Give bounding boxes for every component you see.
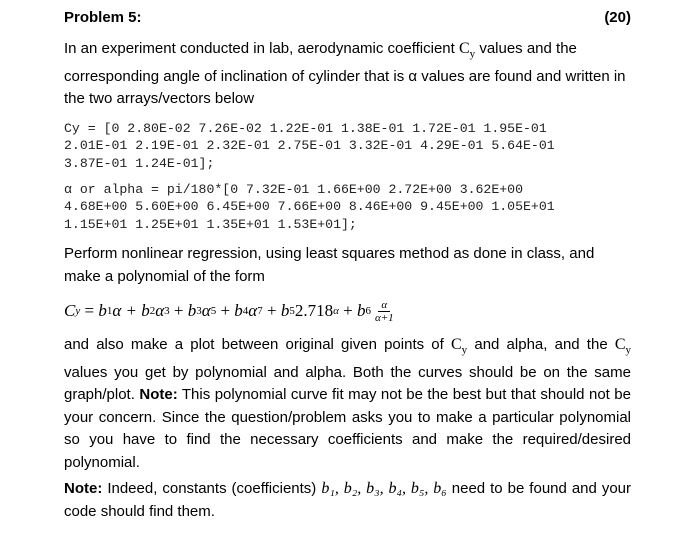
cy3-y: y	[625, 344, 632, 357]
coefficients-list: b₁, b₂, b₃, b₄, b₅, b₆	[321, 480, 447, 497]
cy-symbol-2	[451, 336, 468, 357]
intro-text-1: In an experiment conducted in lab, aerodynamic coefficient	[64, 40, 455, 57]
formula-eq: =	[80, 301, 99, 320]
formula-plus4: +	[262, 301, 281, 320]
formula-b2: b	[141, 301, 150, 320]
task-paragraph: Perform nonlinear regression, using least squares method as done in class, and make a polynomial of the form	[64, 245, 595, 285]
formula-t4: α	[248, 301, 258, 320]
plot-text-d: This polynomial curve fit may not be the best but that should not be your concern. Since the question/problem asks you to make a particular polynomial so you have to find the necessary coefficients and make the required/desired polynomial.	[64, 386, 631, 471]
formula-t3: α	[201, 301, 211, 320]
plot-text-a: and also make a plot between original given points of	[64, 336, 444, 353]
formula-p5: α	[333, 305, 339, 317]
cy3-c: C	[614, 336, 626, 353]
fraction-numerator: α	[378, 299, 390, 312]
final-note-text-b: need to be found and your code should find them.	[64, 480, 632, 520]
polynomial-formula	[64, 291, 396, 331]
problem-points: (20)	[604, 8, 631, 26]
cy-array-code: Cy = [0 2.80E-02 7.26E-02 1.22E-01 1.38E-01 1.72E-01 1.95E-01 2.01E-01 2.19E-01 2.32E-01 2.75E-01 3.32E-01 4.29E-01 5.64E-01 3.87E-01 1.24E-01];	[64, 121, 555, 171]
problem-title: Problem 5:	[64, 8, 142, 26]
formula-b4: b	[234, 301, 243, 320]
final-note-label: Note:	[64, 480, 103, 497]
formula-plus3: +	[216, 301, 235, 320]
formula-b3: b	[187, 301, 197, 320]
formula-s2: 2	[149, 305, 156, 317]
cy2-c: C	[451, 336, 462, 353]
formula-plus2: +	[169, 301, 188, 320]
fraction-denominator: α+1	[374, 311, 394, 324]
formula-s5: 5	[289, 305, 295, 317]
plot-text-b: and alpha, and the	[474, 336, 608, 353]
formula-lhs-sub: y	[75, 305, 81, 317]
cy-y: y	[469, 48, 476, 61]
alpha-array-code: α or alpha = pi/180*[0 7.32E-01 1.66E+00 2.72E+00 3.62E+00 4.68E+00 5.60E+00 6.45E+00 7.66E+00 8.46E+00 9.45E+00 1.05E+01 1.15E+01 1.25E+01 1.35E+01 1.53E+01];	[64, 182, 555, 232]
plot-text-c: values you get by polynomial and alpha. Both the curves should be on the same graph/plot.	[64, 363, 631, 404]
formula-b6: b	[356, 301, 366, 320]
formula-b1: b	[98, 301, 107, 320]
cy2-y: y	[461, 344, 468, 357]
plot-paragraph	[64, 334, 631, 474]
note-label: Note:	[139, 386, 178, 404]
formula-s3: 3	[196, 305, 202, 317]
formula-t2: α	[155, 301, 165, 320]
formula-p4: 7	[257, 305, 263, 317]
cy-symbol	[458, 40, 476, 61]
formula-t5: 2.718	[294, 301, 334, 320]
formula-fraction	[373, 299, 396, 324]
formula-s1: 1	[106, 305, 113, 317]
intro-text-2: values and the corresponding angle of inclination of cylinder that is α values are found and written in the two arrays/vectors below	[64, 40, 626, 108]
formula-lhs: C	[64, 301, 76, 320]
formula-plus5: +	[338, 301, 357, 320]
formula-s4: 4	[242, 305, 249, 317]
formula-t1: α +	[112, 301, 142, 320]
final-note-paragraph	[64, 478, 631, 523]
formula-p3: 5	[210, 305, 217, 317]
formula-s6: 6	[365, 305, 371, 317]
formula-p2: 3	[164, 305, 170, 317]
final-note-text-a: Indeed, constants (coefficients)	[107, 480, 317, 497]
problem-header	[64, 6, 631, 28]
intro-paragraph	[64, 38, 631, 111]
cy-c: C	[458, 40, 470, 57]
cy-symbol-3	[614, 336, 632, 357]
formula-b5: b	[280, 301, 290, 320]
